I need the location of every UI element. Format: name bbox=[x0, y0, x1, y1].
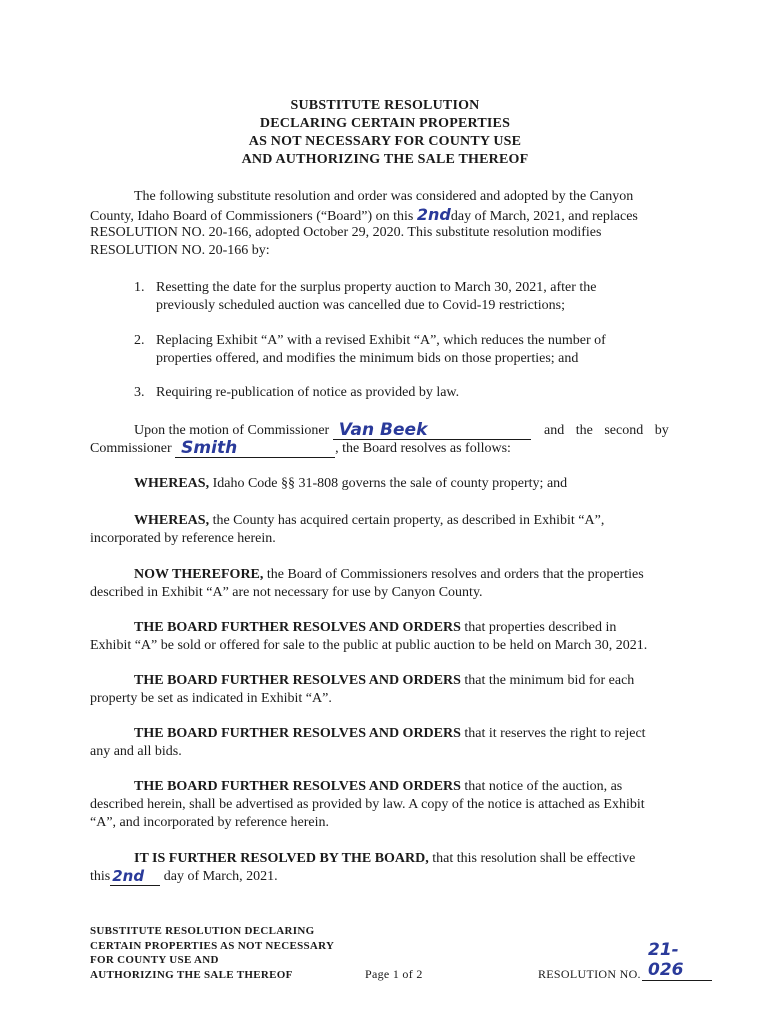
whereas-2-line-1 bbox=[134, 512, 604, 530]
further-4-line-2: described herein, shall be advertised as provided by law. A copy of the notice is attached as Exhibit bbox=[90, 797, 645, 812]
now-therefore-line-1 bbox=[134, 566, 644, 584]
title-line-2: DECLARING CERTAIN PROPERTIES bbox=[259, 116, 511, 131]
seconder-signature-line bbox=[175, 438, 335, 458]
further-3-line-1 bbox=[134, 725, 646, 743]
footer-title-line-4: AUTHORIZING THE SALE THEREOF bbox=[90, 968, 293, 981]
list-number-1: 1. bbox=[134, 280, 145, 295]
whereas-1-text: Idaho Code §§ 31-808 governs the sale of county property; and bbox=[209, 476, 568, 491]
footer-resolution-label: RESOLUTION NO. bbox=[538, 967, 641, 981]
further-3-text-1: that it reserves the right to reject bbox=[460, 726, 646, 741]
intro-line-1: The following substitute resolution and order was considered and adopted by the Canyon bbox=[134, 189, 634, 204]
further-1-bold: THE BOARD FURTHER RESOLVES AND ORDERS bbox=[134, 620, 461, 635]
resolution-number-handwritten: 21-026 bbox=[648, 940, 684, 980]
mover-name: Van Beek bbox=[338, 420, 428, 440]
motion-resolves-label: , the Board resolves as follows: bbox=[335, 441, 511, 456]
title-line-3: AS NOT NECESSARY FOR COUNTY USE bbox=[248, 134, 522, 149]
further-3-line-2: any and all bids. bbox=[90, 744, 182, 759]
now-therefore-text-1: the Board of Commissioners resolves and orders that the properties bbox=[263, 567, 644, 582]
list-item-1-line-2: previously scheduled auction was cancelled due to Covid-19 restrictions; bbox=[156, 298, 566, 313]
mover-signature-line bbox=[333, 420, 531, 440]
footer-page-number: Page 1 of 2 bbox=[365, 967, 423, 981]
further-4-line-3: “A”, and incorporated by reference herein. bbox=[90, 815, 330, 830]
effective-this-label: this bbox=[90, 869, 111, 884]
motion-second-label: and the second by bbox=[544, 423, 669, 438]
list-item-2-line-1: Replacing Exhibit “A” with a revised Exhibit “A”, which reduces the number of bbox=[156, 333, 606, 348]
whereas-1 bbox=[134, 475, 567, 493]
footer-title-line-1: SUBSTITUTE RESOLUTION DECLARING bbox=[90, 925, 315, 937]
title-line-4: AND AUTHORIZING THE SALE THEREOF bbox=[241, 152, 529, 167]
motion-line-1 bbox=[134, 422, 531, 440]
handwritten-day: 2nd bbox=[416, 205, 451, 224]
effective-line-1 bbox=[134, 850, 635, 868]
further-4-line-1 bbox=[134, 778, 622, 796]
further-2-text-1: that the minimum bid for each bbox=[460, 673, 635, 688]
list-number-3: 3. bbox=[134, 385, 145, 400]
list-item-3-line-1: Requiring re-publication of notice as provided by law. bbox=[156, 385, 460, 400]
further-2-bold: THE BOARD FURTHER RESOLVES AND ORDERS bbox=[134, 673, 461, 688]
footer-title-line-3: FOR COUNTY USE AND bbox=[90, 954, 219, 966]
seconder-name: Smith bbox=[181, 438, 238, 458]
effective-line-2 bbox=[90, 868, 278, 886]
whereas-2-text-1: the County has acquired certain property, as described in Exhibit “A”, bbox=[209, 513, 605, 528]
footer-title bbox=[90, 924, 334, 982]
effective-text-1: that this resolution shall be effective bbox=[428, 851, 636, 866]
further-2-line-1 bbox=[134, 672, 634, 690]
list-item-2-line-2: properties offered, and modifies the minimum bids on those properties; and bbox=[156, 351, 579, 366]
footer-title-line-2: CERTAIN PROPERTIES AS NOT NECESSARY bbox=[90, 939, 335, 952]
resolution-number-line bbox=[642, 940, 712, 981]
effective-day-line bbox=[110, 869, 160, 886]
intro-line-2-end: day of March, 2021, and replaces bbox=[450, 209, 638, 224]
motion-line-2 bbox=[90, 440, 511, 458]
further-1-text-1: that properties described in bbox=[460, 620, 617, 635]
intro-line-4: RESOLUTION NO. 20-166 by: bbox=[90, 243, 270, 258]
whereas-2-bold: WHEREAS, bbox=[134, 513, 210, 528]
whereas-1-bold: WHEREAS, bbox=[134, 476, 210, 491]
effective-handwritten-day: 2nd bbox=[112, 867, 145, 885]
further-1-line-1 bbox=[134, 619, 616, 637]
further-4-bold: THE BOARD FURTHER RESOLVES AND ORDERS bbox=[134, 779, 461, 794]
list-number-2: 2. bbox=[134, 333, 145, 348]
list-item-1-line-1: Resetting the date for the surplus property auction to March 30, 2021, after the bbox=[156, 280, 597, 295]
now-therefore-bold: NOW THEREFORE, bbox=[134, 567, 264, 582]
further-3-bold: THE BOARD FURTHER RESOLVES AND ORDERS bbox=[134, 726, 461, 741]
further-2-line-2: property be set as indicated in Exhibit “A”. bbox=[90, 691, 332, 706]
title-line-1: SUBSTITUTE RESOLUTION bbox=[290, 98, 480, 113]
whereas-2-line-2: incorporated by reference herein. bbox=[90, 531, 276, 546]
now-therefore-line-2: described in Exhibit “A” are not necessary for use by Canyon County. bbox=[90, 585, 483, 600]
further-1-line-2: Exhibit “A” be sold or offered for sale to the public at public auction to be held on March 30, 2021. bbox=[90, 638, 648, 653]
effective-bold: IT IS FURTHER RESOLVED BY THE BOARD, bbox=[134, 851, 429, 866]
effective-date-text: day of March, 2021. bbox=[163, 869, 278, 884]
motion-label: Upon the motion of Commissioner bbox=[134, 423, 330, 438]
intro-line-2 bbox=[90, 206, 638, 226]
intro-line-2-start: County, Idaho Board of Commissioners (“Board”) on this bbox=[90, 209, 414, 224]
further-4-text-1: that notice of the auction, as bbox=[460, 779, 623, 794]
commissioner-label: Commissioner bbox=[90, 441, 172, 456]
intro-line-3: RESOLUTION NO. 20-166, adopted October 29, 2020. This substitute resolution modifies bbox=[90, 225, 602, 240]
